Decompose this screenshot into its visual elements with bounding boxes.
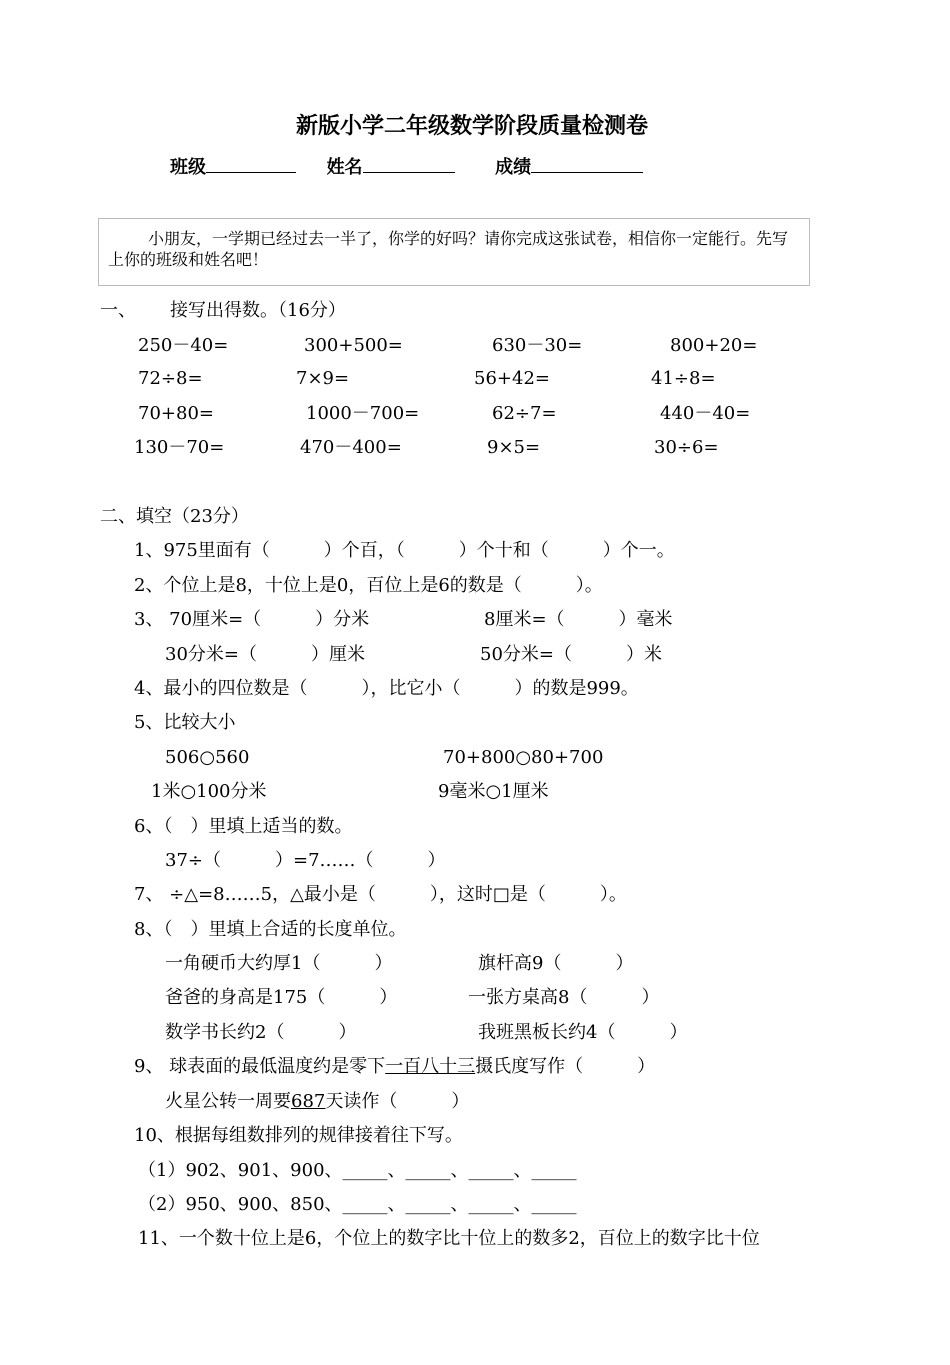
- calc-item: 70+80=: [138, 403, 214, 424]
- unit-item: 数学书长约2（ ）: [165, 1022, 357, 1043]
- class-label: 班级: [170, 157, 206, 178]
- question-1: 1、975里面有（ ）个百，（ ）个十和（ ）个一。: [134, 540, 675, 561]
- name-label: 姓名: [326, 157, 363, 178]
- calc-item: 62÷7=: [492, 403, 557, 424]
- question-3a: 3、 70厘米=（ ）分米: [134, 609, 370, 630]
- question-9-suffix: 摄氏度写作（ ）: [475, 1056, 656, 1077]
- question-5: 5、比较大小: [134, 712, 236, 733]
- question-9b-prefix: 火星公转一周要: [165, 1091, 291, 1112]
- calc-item: 41÷8=: [651, 368, 716, 389]
- section1-title: 接写出得数。（16分）: [170, 300, 346, 321]
- question-3d: 50分米=（ ）米: [480, 644, 662, 665]
- question-9: [134, 1058, 655, 1076]
- question-3b: 8厘米=（ ）毫米: [484, 609, 673, 630]
- score-label: 成绩: [495, 157, 532, 178]
- page-title: 新版小学二年级数学阶段质量检测卷: [296, 114, 649, 139]
- calc-item: 30÷6=: [654, 437, 719, 458]
- question-4: 4、最小的四位数是（ ），比它小（ ）的数是999。: [134, 678, 639, 699]
- score-field[interactable]: [531, 156, 643, 173]
- intro-text: 小朋友，一学期已经过去一半了，你学的好吗？请你完成这张试卷，相信你一定能行。先写上你的班级和姓名吧！: [108, 229, 789, 269]
- sequence-1: （1）902、901、900、_____、_____、_____、_____: [138, 1160, 577, 1181]
- question-9b-suffix: 天读作（ ）: [325, 1091, 470, 1112]
- calc-item: 250－40=: [138, 335, 229, 356]
- question-10: 10、根据每组数排列的规律接着往下写。: [134, 1125, 463, 1146]
- calc-item: 470－400=: [300, 437, 402, 458]
- unit-item: 我班黑板长约4（ ）: [478, 1022, 688, 1043]
- calc-item: 800+20=: [670, 335, 758, 356]
- name-field[interactable]: [363, 156, 455, 173]
- compare-item: 1米○100分米: [151, 781, 267, 802]
- calc-item: 7×9=: [296, 368, 350, 389]
- question-9b-underlined: 687: [291, 1091, 326, 1112]
- calc-item: 1000－700=: [306, 403, 420, 424]
- compare-item: 9毫米○1厘米: [438, 781, 549, 802]
- calc-item: 56+42=: [474, 368, 550, 389]
- question-2: 2、个位上是8，十位上是0，百位上是6的数是（ ）。: [134, 575, 603, 596]
- question-7: 7、 ÷△=8……5，△最小是（ ），这时□是（ ）。: [134, 884, 627, 905]
- calc-item: 130－70=: [134, 437, 225, 458]
- student-info-line: [170, 156, 643, 177]
- compare-item: 70+800○80+700: [443, 747, 604, 768]
- unit-item: 旗杆高9（ ）: [478, 953, 634, 974]
- compare-item: 506○560: [165, 747, 250, 768]
- question-9b: [165, 1093, 469, 1111]
- section1-number: 一、: [100, 300, 136, 321]
- unit-item: 一张方桌高8（ ）: [468, 987, 660, 1008]
- calc-item: 9×5=: [487, 437, 541, 458]
- question-6a: 37÷（ ）=7……（ ）: [165, 850, 446, 871]
- question-9-prefix: 9、 球表面的最低温度约是零下: [134, 1056, 386, 1077]
- calc-item: 440－40=: [660, 403, 751, 424]
- question-3c: 30分米=（ ）厘米: [165, 644, 365, 665]
- class-field[interactable]: [206, 156, 296, 173]
- calc-item: 72÷8=: [138, 368, 203, 389]
- sequence-2: （2）950、900、850、_____、_____、_____、_____: [138, 1194, 577, 1215]
- question-6: 6、（ ）里填上适当的数。: [134, 816, 353, 837]
- calc-item: 300+500=: [304, 335, 403, 356]
- unit-item: 一角硬币大约厚1（ ）: [165, 953, 393, 974]
- unit-item: 爸爸的身高是175（ ）: [165, 987, 398, 1008]
- question-8: 8、（ ）里填上合适的长度单位。: [134, 919, 407, 940]
- calc-item: 630－30=: [492, 335, 583, 356]
- question-11: 11、一个数十位上是6，个位上的数字比十位上的数多2，百位上的数字比十位: [138, 1228, 760, 1249]
- question-9-underlined: 一百八十三: [385, 1056, 476, 1077]
- section2-title: 二、填空（23分）: [100, 506, 249, 527]
